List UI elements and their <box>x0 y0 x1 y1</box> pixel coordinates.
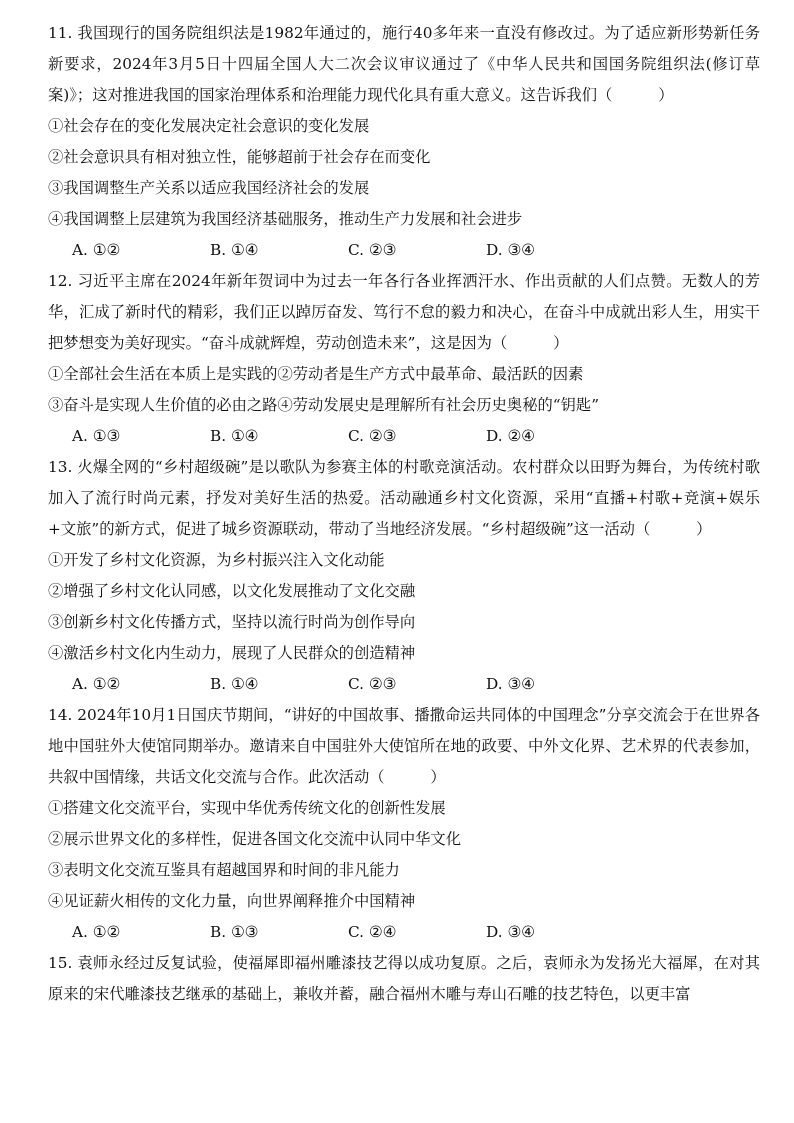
choice-b[interactable]: B. ①④ <box>210 675 259 693</box>
answer-choices <box>48 917 760 948</box>
question-stem: 13. 火爆全网的“乡村超级碗”是以歌队为参赛主体的村歌竞演活动。农村群众以田野为舞台，为传统村歌加入了流行时尚元素，抒发对美好生活的热爱。活动融通乡村文化资源，采用“直播+村歌+竞演+娱乐+文旅”的新方式，促进了城乡资源联动，带动了当地经济发展。“乡村超级碗”这一活动（ ） <box>48 458 760 538</box>
choice-d[interactable]: D. ②④ <box>486 427 535 445</box>
statement-option: ③奋斗是实现人生价值的必由之路④劳动发展史是理解所有社会历史奥秘的“钥匙” <box>48 396 600 414</box>
question-13 <box>48 452 760 700</box>
exam-page <box>48 18 760 1010</box>
statement-option: ①全部社会生活在本质上是实践的②劳动者是生产方式中最革命、最活跃的因素 <box>48 365 584 383</box>
answer-choices <box>48 235 760 266</box>
question-11 <box>48 18 760 266</box>
choice-c[interactable]: C. ②④ <box>348 923 397 941</box>
question-15 <box>48 948 760 1010</box>
statement-option: ①开发了乡村文化资源，为乡村振兴注入文化动能 <box>48 551 385 569</box>
question-stem: 14. 2024年10月1日国庆节期间，“讲好的中国故事、播撒命运共同体的中国理念”分享交流会于在世界各地中国驻外大使馆同期举办。邀请来自中国驻外大使馆所在地的政要、中外文化界、艺术界的代表参加，共叙中国情缘，共话文化交流与合作。此次活动（ ） <box>48 706 760 786</box>
choice-b[interactable]: B. ①③ <box>210 923 259 941</box>
answer-choices <box>48 669 760 700</box>
statement-option: ③创新乡村文化传播方式，坚持以流行时尚为创作导向 <box>48 613 416 631</box>
question-stem: 11. 我国现行的国务院组织法是1982年通过的，施行40多年来一直没有修改过。为了适应新形势新任务新要求，2024年3月5日十四届全国人大二次会议审议通过了《中华人民共和国国务院组织法(修订草案)》；这对推进我国的国家治理体系和治理能力现代化具有重大意义。这告诉我们（ ） <box>48 24 760 104</box>
statement-option: ④我国调整上层建筑为我国经济基础服务，推动生产力发展和社会进步 <box>48 210 523 228</box>
choice-d[interactable]: D. ③④ <box>486 923 535 941</box>
statement-option: ③表明文化交流互鉴具有超越国界和时间的非凡能力 <box>48 861 400 879</box>
question-12 <box>48 266 760 452</box>
statement-option: ②社会意识具有相对独立性，能够超前于社会存在而变化 <box>48 148 431 166</box>
choice-d[interactable]: D. ③④ <box>486 675 535 693</box>
choice-a[interactable]: A. ①② <box>72 923 121 941</box>
question-stem: 12. 习近平主席在2024年新年贺词中为过去一年各行各业挥洒汗水、作出贡献的人们点赞。无数人的芳华，汇成了新时代的精彩，我们正以踔厉奋发、笃行不怠的毅力和决心，在奋斗中成就出彩人生，用实干把梦想变为美好现实。“奋斗成就辉煌，劳动创造未来”，这是因为（ ） <box>48 272 760 352</box>
choice-b[interactable]: B. ①④ <box>210 427 259 445</box>
statement-option: ①搭建文化交流平台，实现中华优秀传统文化的创新性发展 <box>48 799 446 817</box>
statement-option: ②展示世界文化的多样性，促进各国文化交流中认同中华文化 <box>48 830 462 848</box>
choice-c[interactable]: C. ②③ <box>348 241 397 259</box>
choice-b[interactable]: B. ①④ <box>210 241 259 259</box>
answer-choices <box>48 421 760 452</box>
choice-a[interactable]: A. ①② <box>72 241 121 259</box>
question-stem: 15. 袁师永经过反复试验，使福犀即福州雕漆技艺得以成功复原。之后，袁师永为发扬光大福犀，在对其原来的宋代雕漆技艺继承的基础上，兼收并蓄，融合福州木雕与寿山石雕的技艺特色，以更丰富 <box>48 954 760 1003</box>
choice-d[interactable]: D. ③④ <box>486 241 535 259</box>
choice-a[interactable]: A. ①② <box>72 675 121 693</box>
choice-c[interactable]: C. ②③ <box>348 427 397 445</box>
statement-option: ④见证薪火相传的文化力量，向世界阐释推介中国精神 <box>48 892 416 910</box>
question-14 <box>48 700 760 948</box>
statement-option: ①社会存在的变化发展决定社会意识的变化发展 <box>48 117 370 135</box>
choice-c[interactable]: C. ②③ <box>348 675 397 693</box>
choice-a[interactable]: A. ①③ <box>72 427 121 445</box>
statement-option: ④激活乡村文化内生动力，展现了人民群众的创造精神 <box>48 644 416 662</box>
statement-option: ②增强了乡村文化认同感，以文化发展推动了文化交融 <box>48 582 416 600</box>
statement-option: ③我国调整生产关系以适应我国经济社会的发展 <box>48 179 370 197</box>
